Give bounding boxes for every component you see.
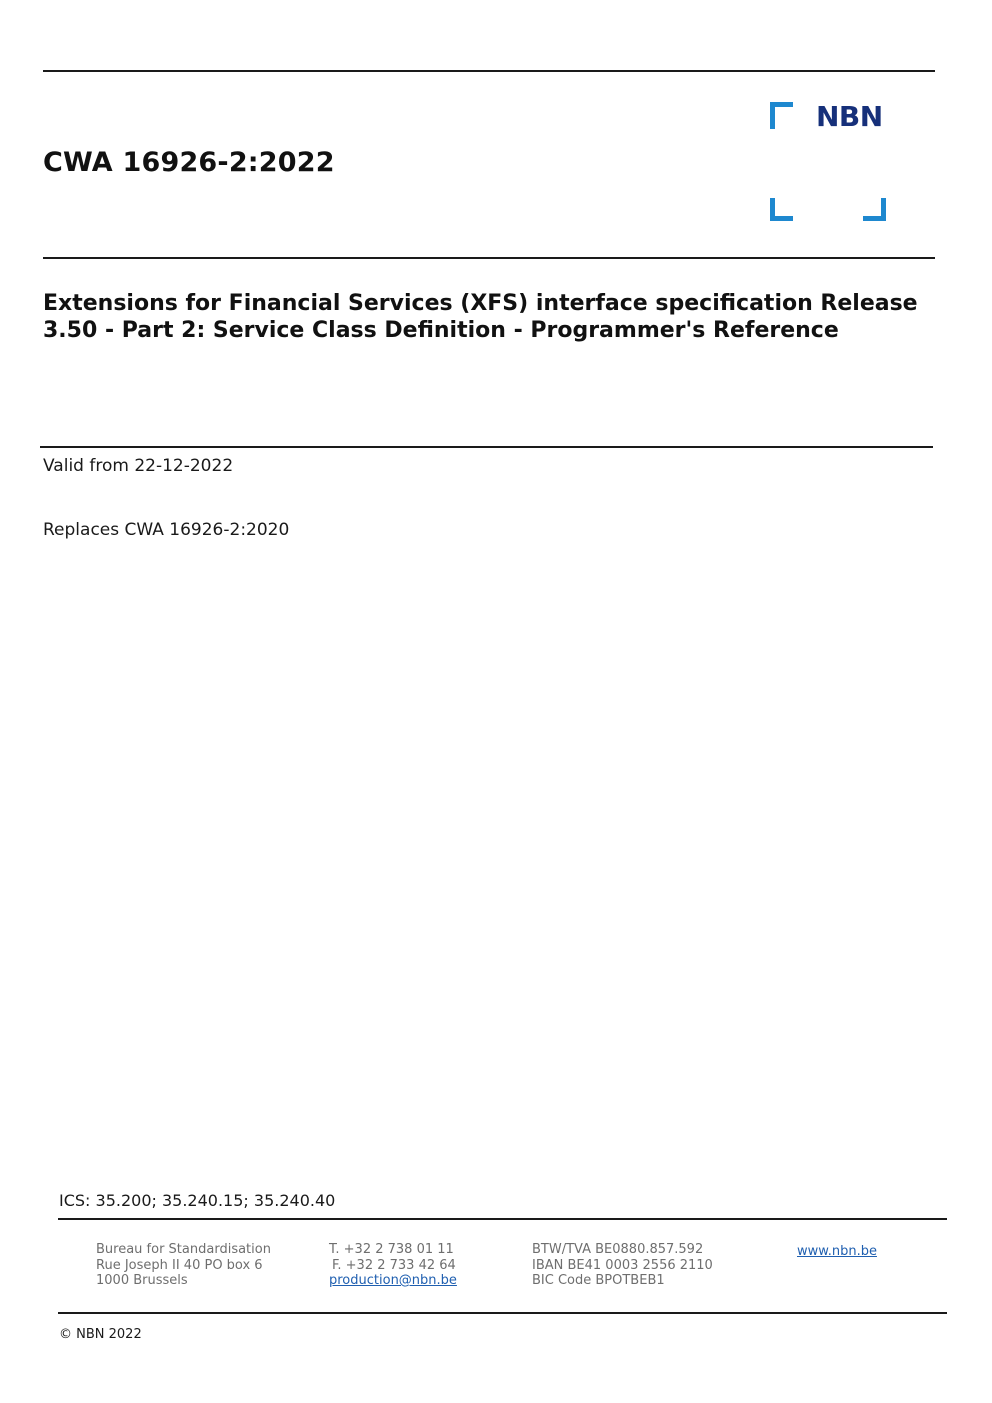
copyright: © NBN 2022 — [59, 1327, 142, 1342]
footer-website — [797, 1244, 877, 1260]
logo-corner-bottom-right — [863, 198, 886, 221]
top-rule — [43, 70, 935, 72]
logo-wordmark: NBN — [816, 100, 883, 133]
bic-code: BIC Code BPOTBEB1 — [532, 1273, 665, 1288]
footer-bank — [532, 1242, 713, 1289]
valid-from: Valid from 22-12-2022 — [43, 456, 234, 476]
header-bottom-rule — [43, 257, 935, 259]
logo-corner-bottom-left — [770, 198, 793, 221]
address-line: Rue Joseph II 40 PO box 6 — [96, 1257, 263, 1273]
replaces-note: Replaces CWA 16926-2:2020 — [43, 520, 290, 540]
footer-top-rule — [58, 1218, 947, 1220]
document-title: Extensions for Financial Services (XFS) interface specification Release 3.50 - Part 2: Service Class Definition - Programmer's Reference — [43, 291, 918, 343]
footer-bottom-rule — [58, 1312, 947, 1314]
footer-address — [96, 1242, 271, 1289]
fax-number: F. +32 2 733 42 64 — [332, 1257, 456, 1273]
vat-number: BTW/TVA BE0880.857.592 — [532, 1242, 704, 1257]
address-line: Bureau for Standardisation — [96, 1242, 271, 1257]
nbn-logo — [766, 100, 892, 224]
title-bottom-rule — [40, 446, 933, 448]
email-link[interactable]: production@nbn.be — [329, 1273, 457, 1288]
document-id: CWA 16926-2:2022 — [43, 147, 335, 178]
website-link[interactable]: www.nbn.be — [797, 1244, 877, 1259]
ics-codes: ICS: 35.200; 35.240.15; 35.240.40 — [59, 1191, 336, 1210]
footer-contact — [329, 1242, 457, 1289]
phone-number: T. +32 2 738 01 11 — [329, 1242, 454, 1257]
logo-corner-top-left — [770, 102, 793, 129]
iban-number: IBAN BE41 0003 2556 2110 — [532, 1257, 713, 1273]
address-line: 1000 Brussels — [96, 1273, 188, 1288]
